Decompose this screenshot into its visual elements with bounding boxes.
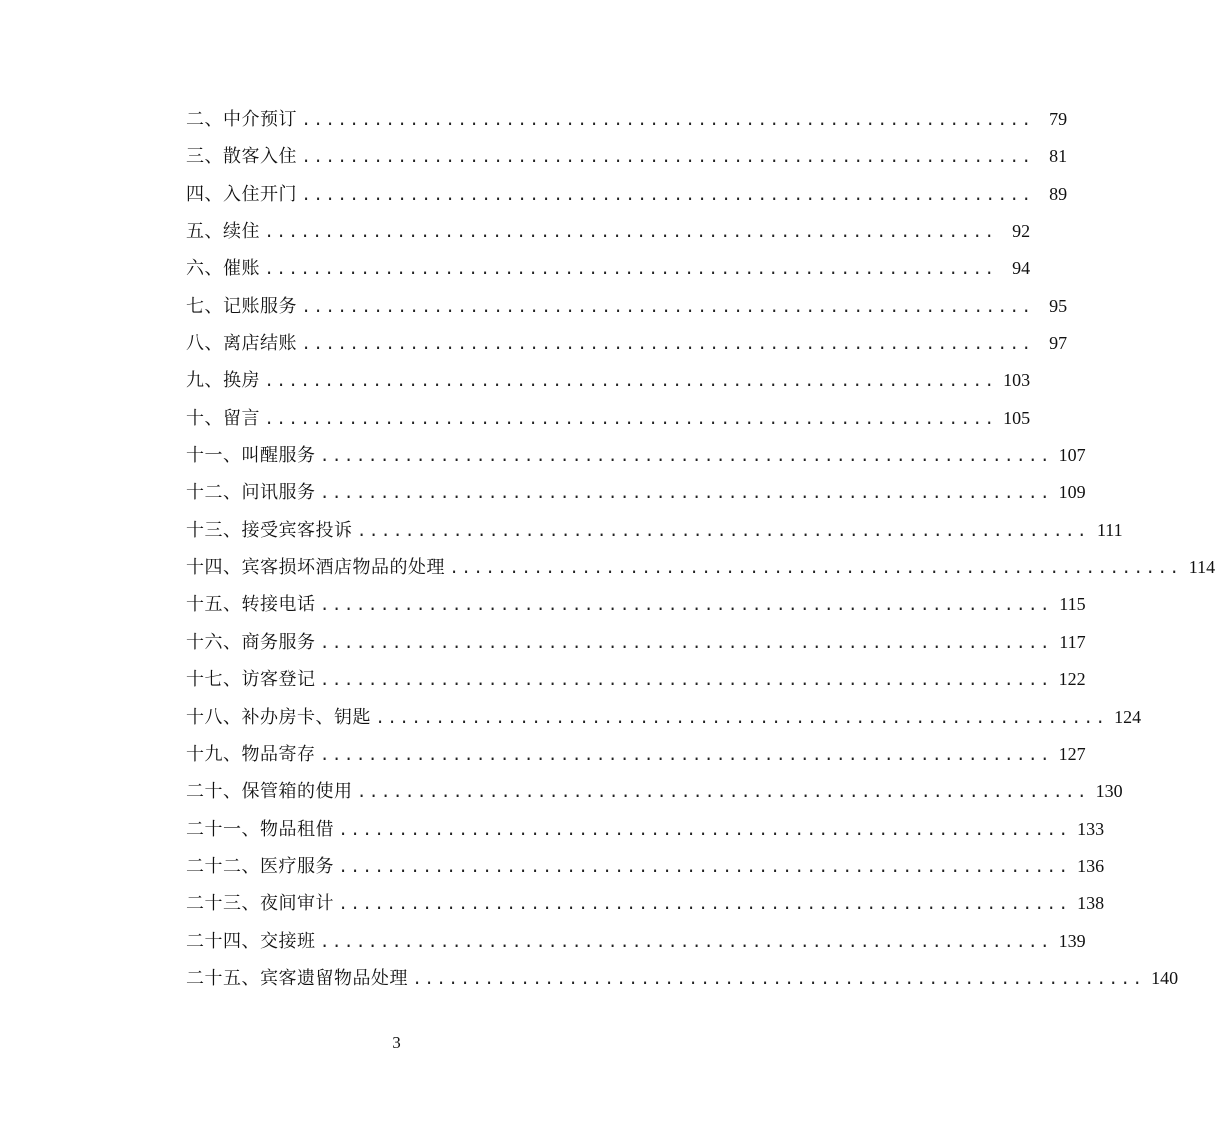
toc-entry[interactable] <box>186 176 1068 213</box>
table-of-contents <box>186 101 1215 997</box>
page-number: 3 <box>392 1033 401 1052</box>
toc-entry-page: 97 <box>1049 333 1068 354</box>
toc-entry-title: 十五、转接电话 <box>186 594 316 616</box>
toc-dot-leader: ............................................................. <box>264 373 997 393</box>
toc-dot-leader: ............................................................. <box>301 186 1034 206</box>
toc-entry-title: 十四、宾客损坏酒店物品的处理 <box>186 557 445 579</box>
toc-dot-leader: ............................................................. <box>264 410 997 430</box>
toc-entry-title: 七、记账服务 <box>186 295 297 317</box>
toc-entry-page: 139 <box>1058 930 1086 951</box>
toc-entry-title: 二十五、宾客遗留物品处理 <box>186 967 408 989</box>
toc-dot-leader: ............................................................. <box>449 560 1182 580</box>
toc-dot-leader: ............................................................. <box>264 224 997 244</box>
toc-entry[interactable] <box>186 213 1031 250</box>
toc-entry-page: 133 <box>1077 818 1105 839</box>
toc-entry[interactable] <box>186 699 1142 736</box>
toc-entry[interactable] <box>186 736 1086 773</box>
toc-entry[interactable] <box>186 101 1068 138</box>
toc-dot-leader: ............................................................. <box>301 112 1034 131</box>
toc-entry-page: 138 <box>1077 893 1105 914</box>
toc-dot-leader: ............................................................. <box>301 336 1034 356</box>
toc-entry-page: 92 <box>1012 221 1031 242</box>
toc-entry[interactable] <box>186 400 1031 437</box>
toc-entry-title: 十二、问讯服务 <box>186 482 316 504</box>
toc-entry-title: 五、续住 <box>186 221 260 243</box>
toc-entry[interactable] <box>186 811 1105 848</box>
toc-dot-leader: ............................................................. <box>301 298 1034 318</box>
toc-dot-leader: ............................................................. <box>319 672 1052 692</box>
toc-entry-title: 四、入住开门 <box>186 183 297 205</box>
toc-dot-leader: ............................................................. <box>319 448 1052 468</box>
toc-entry-page: 89 <box>1049 183 1068 204</box>
toc-entry[interactable] <box>186 474 1086 511</box>
toc-entry[interactable] <box>186 437 1086 474</box>
toc-entry-page: 127 <box>1058 743 1086 764</box>
toc-entry[interactable] <box>186 549 1215 586</box>
toc-entry-title: 十九、物品寄存 <box>186 743 316 765</box>
toc-entry-title: 二、中介预订 <box>186 109 297 130</box>
toc-dot-leader: ............................................................. <box>338 858 1071 878</box>
toc-entry-page: 130 <box>1095 781 1123 802</box>
toc-entry-title: 三、散客入住 <box>186 146 297 168</box>
toc-entry-title: 二十二、医疗服务 <box>186 855 334 877</box>
toc-dot-leader: ............................................................. <box>356 522 1089 542</box>
toc-dot-leader: ............................................................. <box>319 933 1052 953</box>
toc-entry-title: 九、换房 <box>186 370 260 392</box>
toc-entry[interactable] <box>186 960 1179 997</box>
toc-entry[interactable] <box>186 512 1123 549</box>
toc-entry-page: 122 <box>1058 669 1086 690</box>
toc-entry[interactable] <box>186 885 1105 922</box>
toc-entry-title: 六、催账 <box>186 258 260 280</box>
toc-entry-page: 81 <box>1049 146 1068 167</box>
toc-dot-leader: ............................................................. <box>356 784 1089 804</box>
toc-dot-leader: ............................................................. <box>301 149 1034 169</box>
toc-entry-title: 二十三、夜间审计 <box>186 893 334 915</box>
toc-entry-page: 111 <box>1096 519 1123 540</box>
toc-dot-leader: ............................................................. <box>338 821 1071 841</box>
toc-dot-leader: ............................................................. <box>264 261 997 281</box>
toc-entry-page: 140 <box>1151 967 1179 988</box>
toc-dot-leader: ............................................................. <box>319 746 1052 766</box>
toc-entry-page: 103 <box>1003 370 1031 391</box>
toc-entry[interactable] <box>186 624 1086 661</box>
toc-dot-leader: ............................................................. <box>319 485 1052 505</box>
toc-dot-leader: ............................................................. <box>319 597 1052 617</box>
toc-entry-title: 十七、访客登记 <box>186 669 316 691</box>
toc-entry-title: 十、留言 <box>186 407 260 429</box>
toc-entry[interactable] <box>186 923 1086 960</box>
toc-entry[interactable] <box>186 138 1068 175</box>
toc-entry-page: 95 <box>1049 295 1068 316</box>
toc-entry[interactable] <box>186 848 1105 885</box>
toc-entry[interactable] <box>186 325 1068 362</box>
toc-entry-title: 十三、接受宾客投诉 <box>186 519 353 541</box>
toc-entry-page: 136 <box>1077 855 1105 876</box>
toc-entry[interactable] <box>186 773 1123 810</box>
toc-entry-title: 十六、商务服务 <box>186 631 316 653</box>
toc-entry-page: 109 <box>1058 482 1086 503</box>
toc-entry-page: 94 <box>1012 258 1031 279</box>
toc-entry-title: 二十一、物品租借 <box>186 818 334 840</box>
toc-entry[interactable] <box>186 250 1031 287</box>
toc-dot-leader: ............................................................. <box>319 634 1052 654</box>
toc-dot-leader: ............................................................. <box>375 709 1108 729</box>
toc-entry[interactable] <box>186 586 1086 623</box>
toc-entry-page: 107 <box>1058 445 1086 466</box>
toc-entry-title: 二十四、交接班 <box>186 930 316 952</box>
toc-dot-leader: ............................................................. <box>412 970 1145 990</box>
toc-entry-page: 124 <box>1114 706 1142 727</box>
toc-entry-page: 79 <box>1049 109 1068 129</box>
toc-entry[interactable] <box>186 288 1068 325</box>
toc-entry-title: 十八、补办房卡、钥匙 <box>186 706 371 728</box>
toc-entry-page: 117 <box>1059 631 1086 652</box>
toc-entry[interactable] <box>186 661 1086 698</box>
toc-entry-title: 二十、保管箱的使用 <box>186 781 353 803</box>
toc-entry-title: 十一、叫醒服务 <box>186 445 316 467</box>
toc-entry-page: 114 <box>1188 557 1215 578</box>
toc-entry[interactable] <box>186 362 1031 399</box>
toc-entry-page: 105 <box>1003 407 1031 428</box>
toc-entry-title: 八、离店结账 <box>186 333 297 355</box>
toc-entry-page: 115 <box>1059 594 1086 615</box>
toc-dot-leader: ............................................................. <box>338 896 1071 916</box>
